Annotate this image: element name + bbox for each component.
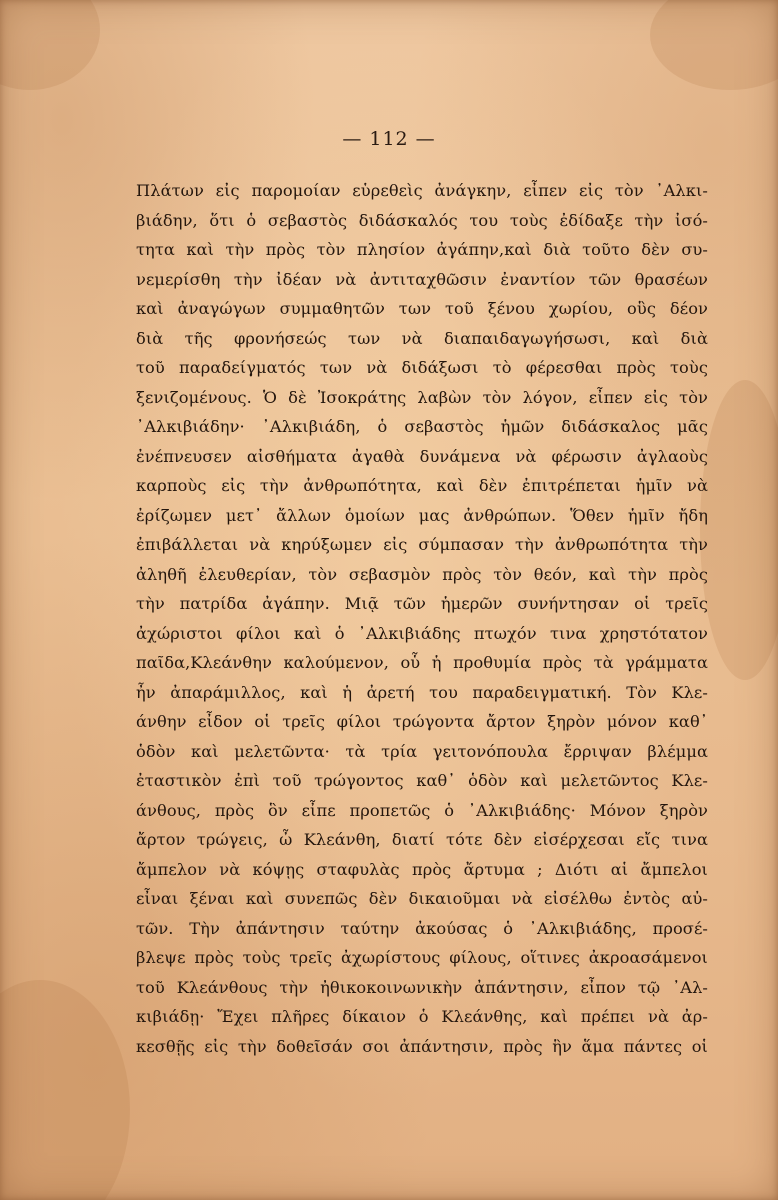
text-line: ἄμπελον νὰ κόψῃς σταφυλὰς πρὸς ἄρτυμα ; Διότι αἱ ἄμπελοι [136, 859, 708, 879]
text-line: ἦν ἀπαράμιλλος, καὶ ἡ ἀρετή του παραδειγματική. Τὸν Κλε- [136, 682, 708, 702]
text-line: τοῦ παραδείγματός των νὰ διδάξωσι τὸ φέρεσθαι πρὸς τοὺς [136, 358, 708, 377]
text-line: κεσθῇς εἰς τὴν δοθεῖσάν σοι ἀπάντησιν, πρὸς ἣν ἅμα πάντες οἱ [136, 1036, 708, 1056]
text-line: ἄρτον τρώγεις, ὦ Κλεάνθη, διατί τότε δὲν εἰσέρχεσαι εἴς τινα [136, 830, 708, 849]
page-number: — 112 — [342, 128, 436, 150]
text-line: τῶν. Τὴν ἀπάντησιν ταύτην ἀκούσας ὁ ᾿Αλκιβιάδης, προσέ- [136, 918, 708, 938]
text-line: ᾿Αλκιβιάδην· ᾿Αλκιβιάδη, ὁ σεβαστὸς ἡμῶν διδάσκαλος μᾶς [136, 417, 708, 436]
paper-stain [700, 380, 778, 680]
text-line: ἐταστικὸν ἐπὶ τοῦ τρώγοντος καθ᾿ ὁδὸν καὶ μελετῶντος Κλε- [136, 771, 708, 790]
text-line: ἀληθῆ ἐλευθερίαν, τὸν σεβασμὸν πρὸς τὸν θεόν, καὶ τὴν πρὸς [136, 564, 708, 584]
text-line: βιάδην, ὅτι ὁ σεβαστὸς διδάσκαλός του τοὺς ἐδίδαξε τὴν ἰσό- [136, 210, 708, 230]
text-line: ὁδὸν καὶ μελετῶντα· τὰ τρία γειτονόπουλα ἔρριψαν βλέμμα [136, 741, 708, 761]
paper-stain [0, 980, 130, 1200]
text-line: διὰ τῆς φρονήσεώς των νὰ διαπαιδαγωγήσωσι, καὶ διὰ [136, 328, 708, 348]
text-line: τητα καὶ τὴν πρὸς τὸν πλησίον ἀγάπην,καὶ διὰ τοῦτο δὲν συ- [136, 240, 708, 259]
text-line: ἀχώριστοι φίλοι καὶ ὁ ᾿Αλκιβιάδης πτωχόν τινα χρηστότατον [136, 623, 708, 643]
text-line: βλεψε πρὸς τοὺς τρεῖς ἀχωρίστους φίλους, οἵτινες ἀκροασάμενοι [136, 948, 708, 967]
text-line: καὶ ἀναγώγων συμμαθητῶν των τοῦ ξένου χωρίου, οὓς δέον [136, 299, 708, 318]
paper-stain [0, 0, 100, 90]
text-line: άνθους, πρὸς ὃν εἶπε προπετῶς ὁ ᾿Αλκιβιάδης· Μόνον ξηρὸν [136, 800, 708, 820]
text-line: εἶναι ξέναι καὶ συνεπῶς δὲν δικαιοῦμαι νὰ εἰσέλθω ἐντὸς αὐ- [136, 889, 708, 908]
text-line: ξενιζομένους. Ὁ δὲ Ἰσοκράτης λαβὼν τὸν λόγον, εἶπεν εἰς τὸν [136, 387, 708, 407]
text-line: Πλάτων εἰς παρομοίαν εὑρεθεὶς ἀνάγκην, εἶπεν εἰς τὸν ᾿Αλκι- [136, 181, 708, 200]
text-line: καρποὺς εἰς τὴν ἀνθρωπότητα, καὶ δὲν ἐπιτρέπεται ἡμῖν νὰ [136, 476, 708, 495]
paper-stain [650, 0, 778, 90]
text-line: τὴν πατρίδα ἀγάπην. Μιᾷ τῶν ἡμερῶν συνήντησαν οἱ τρεῖς [136, 594, 708, 613]
body-text [136, 176, 708, 1061]
text-line: ἐπιβάλλεται νὰ κηρύξωμεν εἰς σύμπασαν τὴν ἀνθρωπότητα τὴν [136, 535, 708, 554]
text-line: άνθην εἶδον οἱ τρεῖς φίλοι τρώγοντα ἄρτον ξηρὸν μόνον καθ᾿ [136, 712, 708, 731]
text-line: νεμερίσθη τὴν ἰδέαν νὰ ἀντιταχθῶσιν ἐναντίον τῶν θρασέων [136, 269, 708, 289]
text-line: τοῦ Κλεάνθους τὴν ἠθικοκοινωνικὴν ἀπάντησιν, εἶπον τῷ ᾿Αλ- [136, 977, 708, 997]
text-line: κιβιάδῃ· Ἔχει πλῆρες δίκαιον ὁ Κλεάνθης, καὶ πρέπει νὰ ἀρ- [136, 1007, 708, 1026]
text-line: ἐρίζωμεν μετ᾿ ἄλλων ὁμοίων μας ἀνθρώπων. Ὅθεν ἡμῖν ἤδη [136, 505, 708, 525]
text-line: ἐνέπνευσεν αἰσθήματα ἀγαθὰ δυνάμενα νὰ φέρωσιν ἀγλαοὺς [136, 446, 708, 466]
text-line: παῖδα,Κλεάνθην καλούμενον, οὗ ἡ προθυμία πρὸς τὰ γράμματα [136, 653, 708, 672]
